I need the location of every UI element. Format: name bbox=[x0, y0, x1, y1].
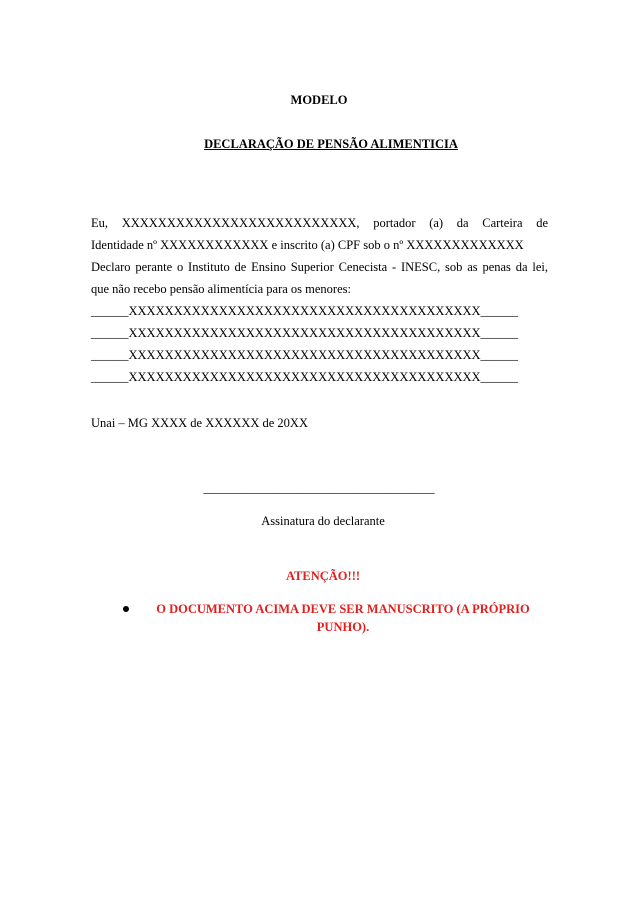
declaration-line-1: Eu, XXXXXXXXXXXXXXXXXXXXXXXXXX, portador (a) da Carteira de bbox=[91, 216, 548, 230]
place-date: Unai – MG XXXX de XXXXXX de 20XX bbox=[91, 416, 308, 430]
signature-line: _____________________________________ bbox=[203, 481, 435, 495]
minor-line-4: ______XXXXXXXXXXXXXXXXXXXXXXXXXXXXXXXXXXXXXXX______ bbox=[91, 370, 519, 384]
declaration-line-3: Declaro perante o Instituto de Ensino Superior Cenecista - INESC, sob as penas da lei, bbox=[91, 260, 548, 274]
minor-line-3: ______XXXXXXXXXXXXXXXXXXXXXXXXXXXXXXXXXXXXXXX______ bbox=[91, 348, 519, 362]
model-label: MODELO bbox=[290, 93, 348, 107]
signature-label: Assinatura do declarante bbox=[261, 514, 385, 528]
warning-item bbox=[123, 600, 543, 636]
minor-line-1: ______XXXXXXXXXXXXXXXXXXXXXXXXXXXXXXXXXXXXXXX______ bbox=[91, 304, 519, 318]
bullet-icon bbox=[123, 606, 129, 612]
declaration-body bbox=[91, 212, 548, 388]
warning-title: ATENÇÃO!!! bbox=[285, 569, 361, 583]
document-title: DECLARAÇÃO DE PENSÃO ALIMENTICIA bbox=[204, 137, 458, 151]
warning-text: O DOCUMENTO ACIMA DEVE SER MANUSCRITO (A PRÓPRIO PUNHO). bbox=[156, 602, 530, 634]
declaration-line-4: que não recebo pensão alimentícia para os menores: bbox=[91, 282, 351, 296]
minor-line-2: ______XXXXXXXXXXXXXXXXXXXXXXXXXXXXXXXXXXXXXXX______ bbox=[91, 326, 519, 340]
declaration-line-2: Identidade nº XXXXXXXXXXXX e inscrito (a) CPF sob o nº XXXXXXXXXXXXX bbox=[91, 238, 524, 252]
